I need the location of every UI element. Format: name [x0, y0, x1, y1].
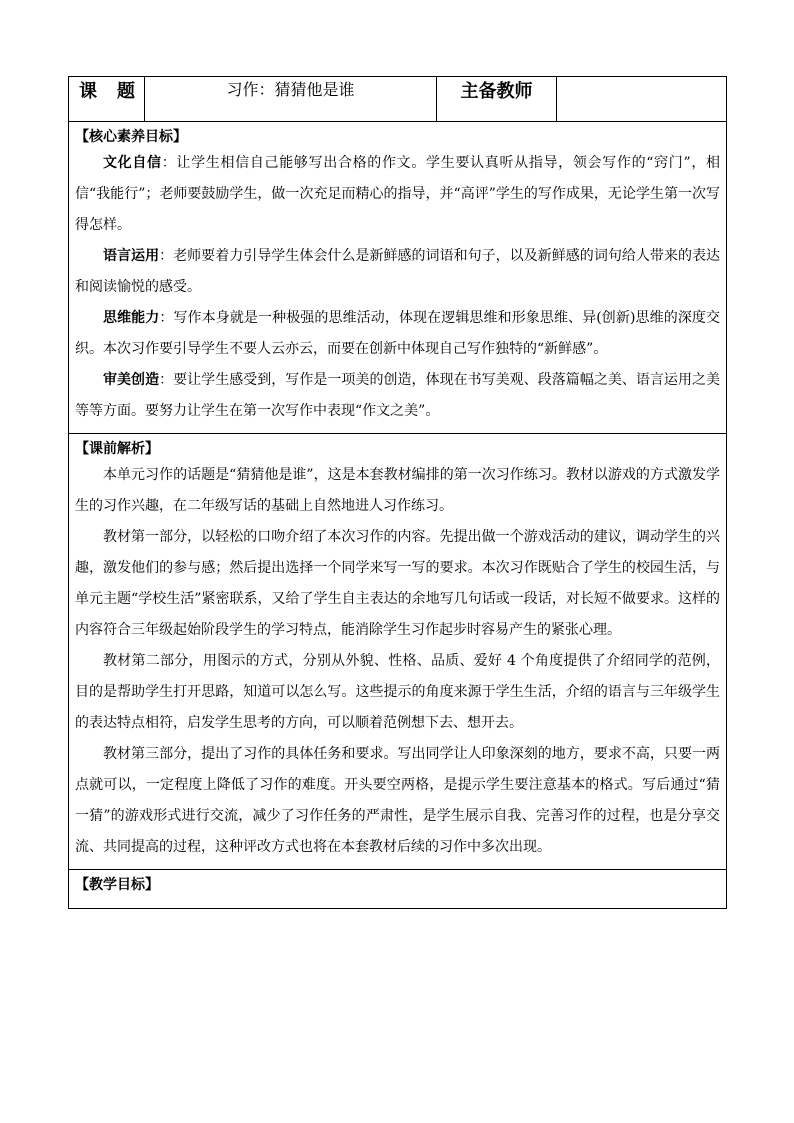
analysis-row [69, 434, 727, 870]
core-goal-item: 思维能力：写作本身就是一种极强的思维活动，体现在逻辑思维和形象思维、异(创新)思维的深度交织。本次习作要引导学生不要人云亦云，而要在创新中体现自己写作独特的“新鲜感”。 [75, 310, 721, 357]
lesson-plan-table [68, 76, 727, 909]
analysis-title: 【课前解析】 [75, 441, 159, 457]
core-goals-title: 【核心素养目标】 [75, 129, 187, 145]
core-goal-text: 要让学生感受到，写作是一项美的创造，体现在书写美观、段落篇幅之美、语言运用之美等等方面。要努力让学生在第一次写作中表现“作文之美”。 [75, 372, 721, 419]
core-goal-text: 写作本身就是一种极强的思维活动，体现在逻辑思维和形象思维、异(创新)思维的深度交织。本次习作要引导学生不要人云亦云，而要在创新中体现自己写作独特的“新鲜感”。 [75, 310, 721, 357]
core-goals-section [69, 122, 727, 434]
lesson-title: 习作：猜猜他是谁 [145, 77, 437, 122]
teaching-goals-row [69, 870, 727, 909]
analysis-paragraph: 教材第二部分，用图示的方式，分别从外貌、性格、品质、爱好 4 个角度提供了介绍同学的范例，目的是帮助学生打开思路，知道可以怎么写。这些提示的角度来源于学生生活，介绍的语言与三年级学生的表达特点相符，启发学生思考的方向，可以顺着范例想下去、想开去。 [75, 653, 720, 731]
core-goal-text: 让学生相信自己能够写出合格的作文。学生要认真听从指导，领会写作的“窍门”，相信“我能行”；老师要鼓励学生，做一次充足而精心的指导，并“高评”学生的写作成果，无论学生第一次写得怎样。 [75, 155, 721, 233]
analysis-paragraph: 教材第三部分，提出了习作的具体任务和要求。写出同学让人印象深刻的地方，要求不高，只要一两点就可以，一定程度上降低了习作的难度。开头要空两格，是提示学生要注意基本的格式。写后通过“猜一猜”的游戏形式进行交流，减少了习作任务的严肃性，是学生展示自我、完善习作的过程，也是分享交流、共同提高的过程，这种评改方式也将在本套教材后续的习作中多次出现。 [75, 746, 720, 855]
core-goal-term: 文化自信 [103, 155, 162, 171]
core-goal-item: 文化自信：让学生相信自己能够写出合格的作文。学生要认真听从指导，领会写作的“窍门”，相信“我能行”；老师要鼓励学生，做一次充足而精心的指导，并“高评”学生的写作成果，无论学生第一次写得怎样。 [75, 155, 721, 233]
teaching-goals-section [69, 870, 727, 909]
analysis-section [69, 434, 727, 870]
core-goal-text: 老师要着力引导学生体会什么是新鲜感的词语和句子，以及新鲜感的词句给人带来的表达和阅读愉悦的感受。 [75, 248, 721, 295]
core-goal-term: 审美创造 [103, 372, 160, 388]
header-row [69, 77, 727, 122]
core-goal-term: 思维能力 [103, 310, 160, 326]
core-goal-item: 语言运用：老师要着力引导学生体会什么是新鲜感的词语和句子，以及新鲜感的词句给人带来的表达和阅读愉悦的感受。 [75, 248, 721, 295]
core-goal-term: 语言运用 [103, 248, 160, 264]
analysis-paragraph: 教材第一部分，以轻松的口吻介绍了本次习作的内容。先提出做一个游戏活动的建议，调动学生的兴趣，激发他们的参与感；然后提出选择一个同学来写一写的要求。本次习作既贴合了学生的校园生活，与单元主题“学校生活”紧密联系，又给了学生自主表达的余地写几句话或一段话，对长短不做要求。这样的内容符合三年级起始阶段学生的学习特点，能消除学生习作起步时容易产生的紧张心理。 [75, 529, 720, 638]
teacher-value [557, 77, 727, 122]
core-goal-item: 审美创造：要让学生感受到，写作是一项美的创造，体现在书写美观、段落篇幅之美、语言运用之美等等方面。要努力让学生在第一次写作中表现“作文之美”。 [75, 372, 721, 419]
core-goals-row [69, 122, 727, 434]
subject-label: 课 题 [69, 77, 145, 122]
teaching-goals-title: 【教学目标】 [75, 877, 159, 893]
teacher-label: 主备教师 [437, 77, 557, 122]
lesson-plan-document [68, 76, 726, 909]
analysis-paragraph: 本单元习作的话题是“猜猜他是谁”，这是本套教材编排的第一次习作练习。教材以游戏的方式激发学生的习作兴趣，在二年级写话的基础上自然地进人习作练习。 [75, 467, 720, 514]
